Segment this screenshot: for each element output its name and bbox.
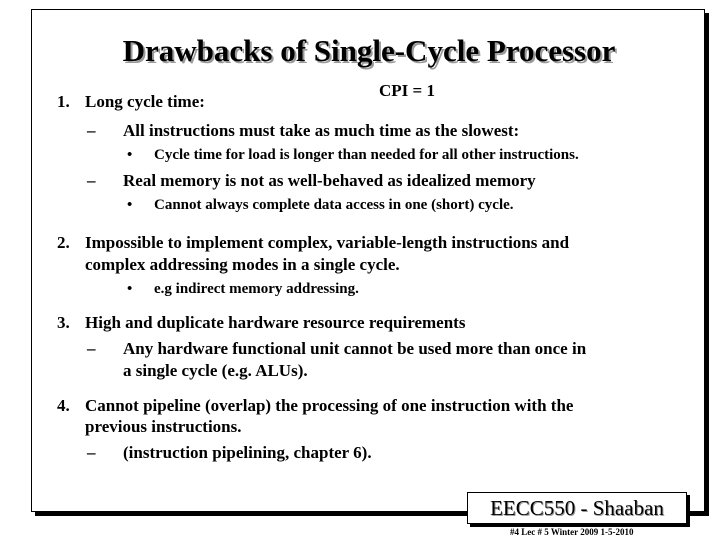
footer-label-box (467, 492, 687, 524)
bullet-1b (127, 196, 514, 215)
list-item-4 (57, 395, 573, 416)
list-item-2 (57, 232, 569, 253)
dash-marker: – (87, 443, 96, 462)
item-number: 3. (57, 313, 70, 332)
sub-text: All instructions must take as much time as the slowest: (123, 121, 520, 140)
sub-item-4a (87, 442, 372, 463)
footnote: #4 Lec # 5 Winter 2009 1-5-2010 (510, 527, 634, 537)
item-text-line2: previous instructions. (85, 417, 242, 436)
bullet-marker: • (127, 147, 133, 163)
bullet-2 (127, 280, 359, 299)
item-number: 1. (57, 92, 70, 111)
cpi-label: CPI = 1 (379, 81, 435, 100)
dash-marker: – (87, 171, 96, 190)
sub-text: (instruction pipelining, chapter 6). (123, 443, 372, 462)
bullet-text: Cannot always complete data access in one (short) cycle. (154, 197, 514, 213)
sub-text-line2: a single cycle (e.g. ALUs). (123, 361, 308, 380)
slide-title: Drawbacks of Single-Cycle Processor (122, 33, 616, 68)
bullet-marker: • (127, 281, 133, 297)
bullet-1a (127, 146, 579, 165)
item-text-line1: Impossible to implement complex, variable-length instructions and (85, 233, 570, 252)
list-item-3 (57, 312, 465, 333)
sub-text: Real memory is not as well-behaved as idealized memory (123, 171, 536, 190)
item-text: Long cycle time: (85, 92, 205, 111)
item-number: 2. (57, 233, 70, 252)
footer-label: EECC550 - Shaaban (490, 496, 664, 520)
list-item-1 (57, 91, 205, 112)
dash-marker: – (87, 339, 96, 358)
sub-item-1a (87, 120, 519, 141)
bullet-text: Cycle time for load is longer than needed for all other instructions. (154, 147, 579, 163)
sub-item-1b (87, 170, 536, 191)
bullet-text: e.g indirect memory addressing. (154, 281, 359, 297)
item-text-line2: complex addressing modes in a single cycle. (85, 255, 400, 274)
sub-text-line1: Any hardware functional unit cannot be used more than once in (123, 339, 587, 358)
item-text: High and duplicate hardware resource requirements (85, 313, 466, 332)
bullet-marker: • (127, 197, 133, 213)
dash-marker: – (87, 121, 96, 140)
item-text-line1: Cannot pipeline (overlap) the processing of one instruction with the (85, 396, 574, 415)
item-number: 4. (57, 396, 70, 415)
sub-item-3a (87, 338, 586, 359)
